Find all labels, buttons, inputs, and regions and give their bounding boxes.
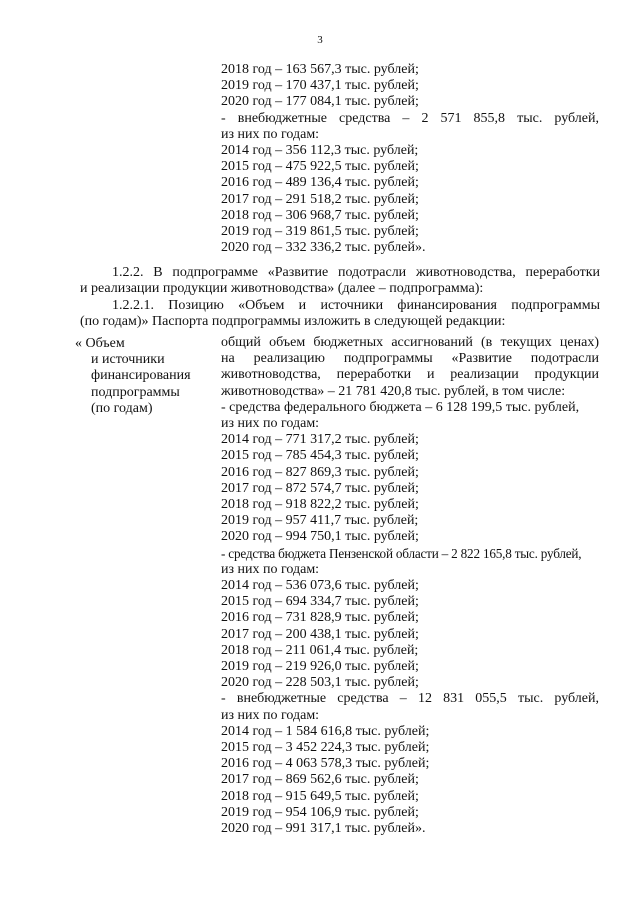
list-item: 2017 год – 291 518,2 тыс. рублей; bbox=[221, 191, 419, 207]
continued-funding-list bbox=[221, 62, 599, 256]
paragraph-line: и реализации продукции животноводства» (далее – подпрограмма): bbox=[80, 281, 484, 297]
regional-budget-heading: - средства бюджета Пензенской области – 2 822 165,8 тыс. рублей, bbox=[221, 545, 582, 561]
extra-budget-heading: - внебюджетные средства – 12 831 055,5 тыс. рублей, bbox=[221, 691, 599, 707]
paragraph-line: (по годам)» Паспорта подпрограммы изложить в следующей редакции: bbox=[80, 314, 506, 330]
intro-line: животноводства, переработки и реализации продукции bbox=[221, 367, 599, 383]
list-item: 2015 год – 475 922,5 тыс. рублей; bbox=[221, 159, 419, 175]
list-item: 2019 год – 954 106,9 тыс. рублей; bbox=[221, 804, 419, 820]
list-item: 2017 год – 869 562,6 тыс. рублей; bbox=[221, 772, 419, 788]
intro-line: на реализацию подпрограммы «Развитие подотрасли bbox=[221, 351, 599, 367]
list-item: 2018 год – 163 567,3 тыс. рублей; bbox=[221, 62, 419, 77]
list-item: 2014 год – 536 073,6 тыс. рублей; bbox=[221, 578, 419, 594]
list-item: 2015 год – 785 454,3 тыс. рублей; bbox=[221, 448, 419, 464]
passport-label-line: и источники bbox=[91, 352, 165, 368]
list-item: 2020 год – 177 084,1 тыс. рублей; bbox=[221, 94, 419, 110]
extra-budget-heading: - внебюджетные средства – 2 571 855,8 тыс. рублей, bbox=[221, 110, 599, 126]
passport-label-line: « Объем bbox=[75, 336, 125, 351]
passport-value bbox=[221, 335, 599, 837]
list-item: 2016 год – 827 869,3 тыс. рублей; bbox=[221, 464, 419, 480]
paragraph-line: 1.2.2.1. Позицию «Объем и источники финансирования подпрограммы bbox=[112, 298, 600, 313]
list-item: 2020 год – 991 317,1 тыс. рублей». bbox=[221, 821, 426, 837]
list-item: 2018 год – 211 061,4 тыс. рублей; bbox=[221, 642, 419, 658]
list-item: 2017 год – 872 574,7 тыс. рублей; bbox=[221, 480, 419, 496]
passport-label-line: подпрограммы bbox=[91, 384, 180, 400]
list-item: 2019 год – 219 926,0 тыс. рублей; bbox=[221, 659, 419, 675]
passport-label-line: (по годам) bbox=[91, 400, 153, 416]
list-item: 2014 год – 1 584 616,8 тыс. рублей; bbox=[221, 723, 430, 739]
list-item: 2016 год – 489 136,4 тыс. рублей; bbox=[221, 175, 419, 191]
list-item: 2015 год – 3 452 224,3 тыс. рублей; bbox=[221, 740, 430, 756]
regional-budget-subheading: из них по годам: bbox=[221, 561, 320, 577]
list-item: 2017 год – 200 438,1 тыс. рублей; bbox=[221, 626, 419, 642]
list-item: 2019 год – 957 411,7 тыс. рублей; bbox=[221, 513, 419, 529]
paragraph-1-2-2 bbox=[80, 265, 600, 297]
list-item: 2019 год – 319 861,5 тыс. рублей; bbox=[221, 224, 419, 240]
intro-line: животноводства» – 21 781 420,8 тыс. рублей, в том числе: bbox=[221, 383, 566, 399]
paragraph-line: 1.2.2. В подпрограмме «Развитие подотрасли животноводства, переработки bbox=[112, 265, 600, 280]
extra-budget-subheading: из них по годам: bbox=[221, 707, 320, 723]
intro-line: общий объем бюджетных ассигнований (в текущих ценах) bbox=[221, 335, 599, 350]
list-item: 2018 год – 915 649,5 тыс. рублей; bbox=[221, 788, 419, 804]
federal-budget-subheading: из них по годам: bbox=[221, 416, 320, 432]
list-item: 2016 год – 4 063 578,3 тыс. рублей; bbox=[221, 756, 430, 772]
list-item: 2016 год – 731 828,9 тыс. рублей; bbox=[221, 610, 419, 626]
list-item: 2020 год – 994 750,1 тыс. рублей; bbox=[221, 529, 419, 545]
passport-label bbox=[75, 336, 205, 417]
list-item: 2014 год – 771 317,2 тыс. рублей; bbox=[221, 432, 419, 448]
passport-label-line: финансирования bbox=[91, 368, 191, 384]
federal-budget-heading: - средства федерального бюджета – 6 128 199,5 тыс. рублей, bbox=[221, 399, 580, 415]
list-item: 2020 год – 228 503,1 тыс. рублей; bbox=[221, 675, 419, 691]
paragraph-1-2-2-1 bbox=[80, 298, 600, 330]
list-item: 2015 год – 694 334,7 тыс. рублей; bbox=[221, 594, 419, 610]
page-number: 3 bbox=[317, 34, 323, 46]
list-item: 2020 год – 332 336,2 тыс. рублей». bbox=[221, 240, 426, 256]
list-item: 2018 год – 306 968,7 тыс. рублей; bbox=[221, 207, 419, 223]
extra-budget-subheading: из них по годам: bbox=[221, 126, 320, 142]
list-item: 2019 год – 170 437,1 тыс. рублей; bbox=[221, 78, 419, 94]
list-item: 2018 год – 918 822,2 тыс. рублей; bbox=[221, 497, 419, 513]
list-item: 2014 год – 356 112,3 тыс. рублей; bbox=[221, 143, 419, 159]
